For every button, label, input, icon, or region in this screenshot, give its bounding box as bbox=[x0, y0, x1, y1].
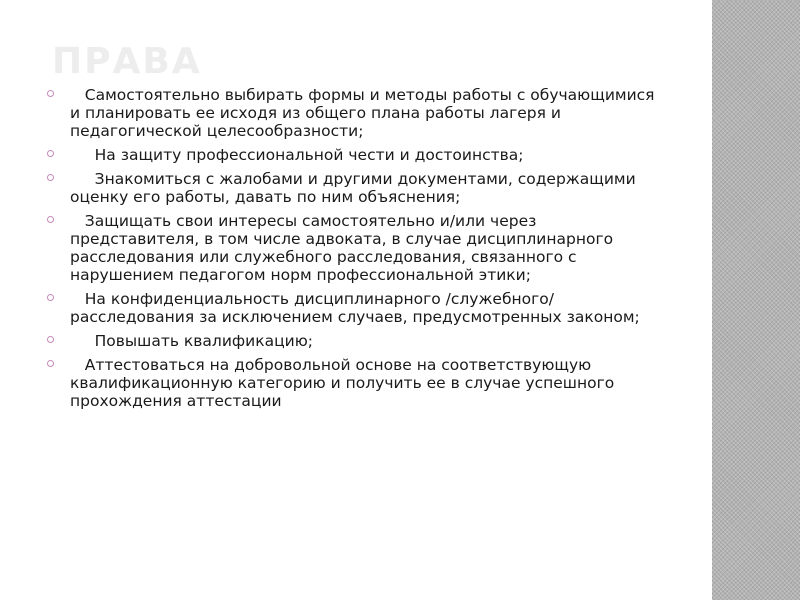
list-item-text: Аттестоваться на добровольной основе на соответствующую квалификационную категорию и получить ее в случае успешного прохождения аттестации bbox=[70, 356, 620, 410]
list-item-text: Защищать свои интересы самостоятельно и/или через представителя, в том числе адвоката, в случае дисциплинарного расследования или служебного расследования, связанного с нарушением педагогом норм профессиональной этики; bbox=[70, 212, 619, 284]
list-item bbox=[44, 146, 664, 164]
ring-bullet-icon bbox=[47, 294, 54, 301]
list-item bbox=[44, 356, 664, 410]
list-item-text: На конфиденциальность дисциплинарного /служебного/ расследования за исключением случаев, предусмотренных законом; bbox=[70, 290, 640, 326]
ring-bullet-icon bbox=[47, 90, 54, 97]
list-item bbox=[44, 332, 664, 350]
ring-bullet-icon bbox=[47, 336, 54, 343]
decorative-side-panel bbox=[712, 0, 800, 600]
list-item bbox=[44, 170, 664, 206]
ring-bullet-icon bbox=[47, 150, 54, 157]
list-item bbox=[44, 290, 664, 326]
list-item-text: На защиту профессиональной чести и достоинства; bbox=[70, 146, 524, 164]
list-item bbox=[44, 212, 664, 284]
list-item-text: Знакомиться с жалобами и другими документами, содержащими оценку его работы, давать по ним объяснения; bbox=[70, 170, 641, 206]
list-item-text: Самостоятельно выбирать формы и методы работы с обучающимися и планировать ее исходя из общего плана работы лагеря и педагогической целесообразности; bbox=[70, 86, 660, 140]
list-item bbox=[44, 86, 664, 140]
rights-list bbox=[44, 86, 664, 416]
ring-bullet-icon bbox=[47, 360, 54, 367]
list-item-text: Повышать квалификацию; bbox=[70, 332, 313, 350]
slide-title: ПРАВА bbox=[52, 41, 202, 82]
ring-bullet-icon bbox=[47, 174, 54, 181]
ring-bullet-icon bbox=[47, 216, 54, 223]
